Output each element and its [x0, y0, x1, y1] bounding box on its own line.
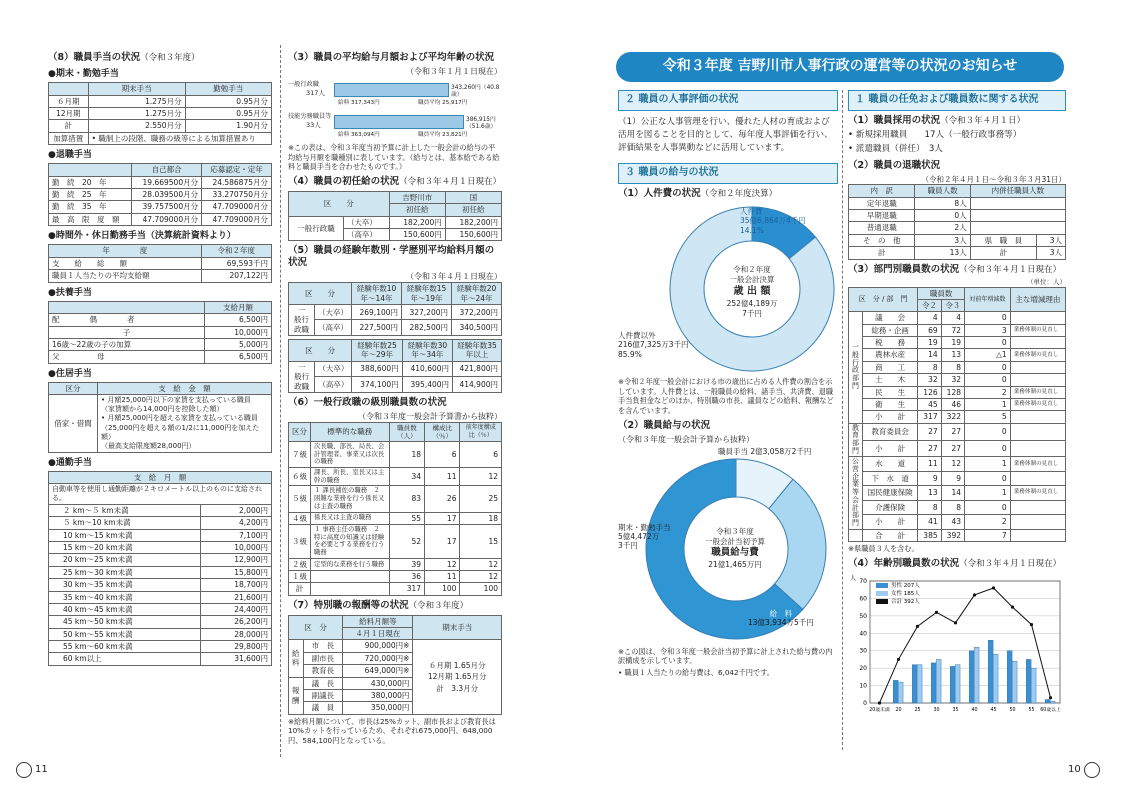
- col-staffing: １ 職員の任免および職員数に関する状況 （1）職員採用の状況（令和３年４月１日） • 新規採用職員 17人（一般行政事務等） • 派遣職員（併任） 3人 （2）職員の退職状況 （令和２年４月１日～令和３年３月31日） 内 訳 職員人数 内併任職員人数 定年退職 8人 早期退職 0人 普通退職 2人 そ の 他 3人 県 職 員 3人 計 13人 計 3人 （3）部門別職員数の状況（令和３年４月１日現在） （単位：人） 区 分 / 部 門 職員数 対前年増減数 主な増減理由 令２ 令３ 一般行政部門 議 会 4 4 0 総務・企画 69 72 3 業務体制の見直し 税 務 19 19 0 農林水産 14 13 △1 業務体制の見直し 商 工 8 8 0 土 木 32 32 0 民 生 126 128 2 業務体制の見直し 衛 生 45 46 1 業務体制の見直し 小 計 317 322 5 教育部門 教育委員会 27 27 0 小 計 27 27 0 公営企業等会計部門 水 道 11 12 1 業務体制の見直し 下 水 道 9 9 0 国民健康保険 13 14 1 業務体制の見直し 介護保険 8 8 0 小 計 41 43 2 合 計 385 392 7 ※県職員３人を含む。 （4）年齢別職員数の状況（令和３年４月１日現在） 人 0 10 20 30 40 50 60 70 20歳未満 20 25 30 35 40 45 50 55 60歳以上 男性 207人 女性 185人 合計 392人: [848, 90, 1066, 726]
- donut-center-label: 令和２年度 一般会計決算 歳 出 額 252億4,189万 7千円: [726, 264, 778, 318]
- x-tick-label: 45: [990, 707, 997, 713]
- mascot-icon: [16, 762, 32, 778]
- table-row: 商 工 8 8 0: [849, 361, 1066, 373]
- section-banner: ３ 職員の給与の状況: [618, 163, 838, 184]
- banner: 令和３年度 吉野川市人事行政の運営等の状況のお知らせ: [616, 52, 1064, 82]
- bar-female: [936, 659, 941, 703]
- donut-label-salary: 給 料 13億3,934万5千円: [748, 608, 814, 627]
- page-number-right: 10: [1068, 762, 1100, 778]
- table-row: 60 km以上 31,600円: [49, 653, 272, 665]
- y-tick-label: 40: [859, 629, 867, 637]
- total-point: [878, 701, 881, 704]
- donut-label-other: 人件費以外 216億7,325万3千円 85.9%: [618, 330, 689, 359]
- bar-male: [931, 662, 936, 702]
- table-row: １級 36 11 12: [289, 571, 502, 583]
- legend-label: 女性 185人: [891, 590, 920, 597]
- total-point: [916, 624, 919, 627]
- table-row: 農林水産 14 13 △1 業務体制の見直し: [849, 349, 1066, 361]
- age-chart: [848, 573, 1066, 723]
- x-tick-label: 50: [1009, 707, 1016, 713]
- mascot-icon: [1084, 762, 1100, 778]
- bar-female: [917, 664, 922, 702]
- total-point: [973, 593, 976, 596]
- table-row: ２級 定型的な業務を行う職務 39 12 12: [289, 558, 502, 570]
- y-tick-label: 70: [859, 577, 867, 585]
- total-point: [1011, 605, 1014, 608]
- avg-salary-bars: [288, 77, 502, 141]
- y-tick-label: 0: [863, 699, 867, 707]
- table-row: 国民健康保険 13 14 1 業務体制の見直し: [849, 486, 1066, 500]
- section-title: （1）職員採用の状況（令和３年４月１日）: [848, 114, 1026, 126]
- x-tick-label: 20歳未満: [869, 707, 890, 713]
- section-title: （6）一般行政職の級別職員数の状況: [288, 396, 447, 408]
- grade-table: 区分 標準的な職務 職員数（人） 構成比（％） 前年度構成比（％） ７級 次長職、部長、局長、会計管理者、事業又は次長の職務 18 6 6 ６級 課長、所長、室長又は主幹の職務 34 11 12 ５級 １ 課長補佐の職務 ２ 困難な業務を行う係長又は主査の職務 83 26 25 ４級 係長又は主査の職務 55 17 18 ３級 １ 事務主任の職務 ２ 特に高度の知識又は経験を必要とする業務を行う職務 52 17 15 ２級 定型的な業務を行う職務 39 12 12 １級 36 11 12 計 317 100 100: [288, 422, 502, 596]
- bar-male: [912, 664, 917, 702]
- table-row: 25 km～30 km未満 15,800円: [49, 566, 272, 578]
- bar-female: [993, 654, 998, 703]
- salary-cost-donut: [618, 445, 838, 645]
- table-row: 合 計 385 392 7: [849, 529, 1066, 541]
- table-row: 衛 生 45 46 1 業務体制の見直し: [849, 398, 1066, 410]
- total-point: [1030, 623, 1033, 626]
- legend-swatch: [876, 591, 888, 596]
- bar-male: [969, 650, 974, 702]
- commute-table: 支 給 月 額 自動車等を使用し通勤距離が２キロメートル以上のものに支給される。 ２ km～５ km未満 2,000円 ５ km～10 km未満 4,200円 10 km～15 km未満 7,100円 15 km～20 km未満 10,000円 20 km～25 km未満 12,900円 25 km～30 km未満 15,800円 30 km～35 km未満 18,700円 35 km～40 km未満 21,600円 40 km～45 km未満 24,400円 45 km～50 km未満 26,200円 50 km～55 km未満 28,000円 55 km～60 km未満 29,800円 60 km以上 31,600円: [48, 471, 272, 666]
- x-tick-label: 25: [914, 707, 921, 713]
- table-row: ７級 次長職、部長、局長、会計管理者、事業又は次長の職務 18 6 6: [289, 442, 502, 468]
- table-row: 教育部門 教育委員会 27 27 0: [849, 423, 1066, 440]
- bar-female: [1012, 661, 1017, 703]
- bar-female: [898, 682, 903, 703]
- table-row: 40 km～45 km未満 24,400円: [49, 603, 272, 615]
- department-staff-table: 区 分 / 部 門 職員数 対前年増減数 主な増減理由 令２ 令３ 一般行政部門 議 会 4 4 0 総務・企画 69 72 3 業務体制の見直し 税 務 19 19 0 農林水産 14 13 △1 業務体制の見直し 商 工 8 8 0 土 木 32 32 0 民 生 126 128 2 業務体制の見直し 衛 生 45 46 1 業務体制の見直し 小 計 317 322 5 教育部門 教育委員会 27 27 0 小 計 27 27 0 公営企業等会計部門 水 道 11 12 1 業務体制の見直し 下 水 道 9 9 0 国民健康保険 13 14 1 業務体制の見直し 介護保険 8 8 0 小 計 41 43 2 合 計 385 392 7: [848, 287, 1066, 542]
- y-tick-label: 50: [859, 612, 867, 620]
- section-title: （4）職員の初任給の状況（令和３年４月１日現在）: [288, 176, 502, 188]
- avg-salary-row: 一般行政職 317人 343,260円（40.8歳） 給料 317,343円 職員平均 25,917円: [288, 80, 500, 106]
- table-row: ２ km～５ km未満 2,000円: [49, 504, 272, 516]
- page-number-left: 11: [16, 762, 48, 778]
- avg-salary-row: 技能労務職員等 33人 386,915円（51.6歳） 給料 363,094円 職員平均 23,821円: [288, 112, 497, 138]
- table-row: 30 km～35 km未満 18,700円: [49, 579, 272, 591]
- y-tick-label: 30: [859, 647, 867, 655]
- subsection-title: ●通勤手当: [48, 457, 92, 468]
- table-row: 民 生 126 128 2 業務体制の見直し: [849, 386, 1066, 398]
- divider: [280, 45, 281, 757]
- bonus-table: 期末手当 勤勉手当 ６月期 1.275月分 0.95月分 12月期 1.275月分 0.95月分 計 2.550月分 1.90月分 加算措置 • 職制上の段階、職務の級等による加算措置あり: [48, 82, 272, 145]
- starting-salary-table: 区 分 吉野川市 国 初任給 初任給 一般行政職 （大卒） 182,200円 182,200円 （高卒） 150,600円 150,600円: [288, 191, 502, 242]
- table-row: 下 水 道 9 9 0: [849, 471, 1066, 485]
- table-row: 小 計 27 27 0: [849, 440, 1066, 457]
- section-title: （2）職員給与の状況: [618, 419, 711, 431]
- divider: [842, 90, 843, 750]
- section-title: （1）人件費の状況（令和２年度決算）: [618, 187, 778, 199]
- housing-table: 区分 支 給 金 額 借家・借間 • 月額25,000円以下の家賃を支払っている職員 （家賃額から14,000円を控除した額） • 月額25,000円を超える家賃を支払っている職員 （25,000円を超える額の1/2に11,000円を加えた額） （最高支給限度額28,000円）: [48, 382, 272, 453]
- personnel-cost-donut: [618, 203, 838, 375]
- bar-female: [1031, 668, 1036, 703]
- table-row: 15 km～20 km未満 10,000円: [49, 542, 272, 554]
- table-row: ４級 係長又は主査の職務 55 17 18: [289, 512, 502, 524]
- bar-female: [955, 664, 960, 702]
- experience-table-a: 区 分 経験年数10年～14年 経験年数15年～19年 経験年数20年～24年 一 般行政職 （大卒） 269,100円 327,200円 372,200円 （高卒） 227,500円 282,500円 340,500円: [288, 282, 502, 336]
- table-row: 50 km～55 km未満 28,000円: [49, 628, 272, 640]
- total-point: [1049, 696, 1052, 699]
- table-row: 税 務 19 19 0: [849, 337, 1066, 349]
- table-row: 55 km～60 km未満 29,800円: [49, 641, 272, 653]
- donut-label-allowance: 職員手当 2億3,058万2千円: [718, 446, 812, 456]
- table-row: 計 317 100 100: [289, 583, 502, 595]
- salary-bar: [334, 115, 464, 129]
- section-title: （3）部門別職員数の状況（令和３年４月１日現在）: [848, 263, 1062, 275]
- section-banner: １ 職員の任免および職員数に関する状況: [848, 90, 1066, 111]
- table-row: 介護保険 8 8 0: [849, 500, 1066, 514]
- overtime-table: 年 度 令和２年度 支 給 総 額 69,593千円 職員１人当たりの平均支給額 207,122円: [48, 244, 272, 282]
- section-title: （8）職員手当の状況（令和３年度）: [48, 52, 200, 63]
- section-title: （2）職員の退職状況: [848, 160, 941, 171]
- y-unit-label: 人: [850, 574, 857, 582]
- section-banner: ２ 職員の人事評価の状況: [618, 90, 838, 111]
- section-title: （7）特別職の報酬等の状況（令和３年度）: [288, 599, 469, 611]
- special-post-table: 区 分 給料月額等 期末手当 ４月１日現在 給料 市 長 900,000円※ ６月期 1.65月分 12月期 1.65月分 計 3.3月分 副市長 720,000円※ 教育長 649,000円※ 報酬 議 長 430,000円 副議長 380,000円 議 員 350,000円: [288, 615, 502, 715]
- y-tick-label: 60: [859, 594, 867, 602]
- x-tick-label: 55: [1028, 707, 1035, 713]
- table-row: ５ km～10 km未満 4,200円: [49, 517, 272, 529]
- total-point: [954, 621, 957, 624]
- legend-label: 合計 392人: [891, 598, 920, 605]
- x-tick-label: 60歳以上: [1040, 707, 1061, 713]
- y-tick-label: 10: [859, 682, 867, 690]
- table-row: 総務・企画 69 72 3 業務体制の見直し: [849, 324, 1066, 336]
- table-row: 土 木 32 32 0: [849, 374, 1066, 386]
- table-row: ３級 １ 事務主任の職務 ２ 特に高度の知識又は経験を必要とする業務を行う職務 52 17 15: [289, 524, 502, 558]
- subsection-title: ●期末・勤勉手当: [48, 68, 119, 79]
- x-tick-label: 30: [933, 707, 940, 713]
- table-row: 一般行政部門 議 会 4 4 0: [849, 312, 1066, 324]
- bar-male: [1026, 659, 1031, 703]
- bar-male: [950, 666, 955, 703]
- total-point: [992, 586, 995, 589]
- donut-label-bonus: 期末・勤勉手当 5億4,472万 3千円: [618, 522, 671, 551]
- subsection-title: ●住居手当: [48, 368, 92, 379]
- table-row: 10 km～15 km未満 7,100円: [49, 529, 272, 541]
- table-row: ６級 課長、所長、室長又は主幹の職務 34 11 12: [289, 468, 502, 486]
- section-title: （3）職員の平均給与月額および平均年齢の状況: [288, 52, 495, 63]
- donut-label-personnel: 人件費 35億6,864万4千円 14.1%: [740, 206, 806, 235]
- bar-male: [893, 680, 898, 703]
- subsection-title: ●退職手当: [48, 150, 92, 160]
- x-tick-label: 20: [895, 707, 902, 713]
- table-row: 45 km～50 km未満 26,200円: [49, 616, 272, 628]
- bar-male: [1045, 699, 1050, 702]
- table-row: 小 計 317 322 5: [849, 411, 1066, 423]
- col-allowances: [48, 48, 272, 666]
- legend-swatch: [876, 583, 888, 588]
- section-title: （4）年齢別職員数の状況（令和３年４月１日現在）: [848, 557, 1062, 569]
- bar-female: [1050, 701, 1055, 703]
- x-tick-label: 40: [971, 707, 978, 713]
- experience-table-b: 区 分 経験年数25年～29年 経験年数30年～34年 経験年数35年以上 一 般行政職 （大卒） 388,600円 410,600円 421,800円 （高卒） 374,100円 395,400円 414,900円: [288, 339, 502, 393]
- x-tick-label: 35: [952, 707, 959, 713]
- bar-female: [974, 647, 979, 703]
- bar-male: [988, 640, 993, 703]
- table-row: ５級 １ 課長補佐の職務 ２ 困難な業務を行う係長又は主査の職務 83 26 25: [289, 486, 502, 512]
- total-point: [897, 657, 900, 660]
- y-tick-label: 20: [859, 664, 867, 672]
- retirement-count-table: 内 訳 職員人数 内併任職員人数 定年退職 8人 早期退職 0人 普通退職 2人 そ の 他 3人 県 職 員 3人 計 13人 計 3人: [848, 184, 1066, 259]
- table-row: 35 km～40 km未満 21,600円: [49, 591, 272, 603]
- table-row: 20 km～25 km未満 12,900円: [49, 554, 272, 566]
- retirement-table: 自己都合 応募認定・定年 勤 続 20 年 19.669500月分 24.586875月分 勤 続 25 年 28.039500月分 33.270750月分 勤 続 35 年 39.757500月分 47.709000月分 最 高 限 度 額 47.709000月分 47.709000月分: [48, 163, 272, 226]
- subsection-title: ●扶養手当: [48, 287, 92, 298]
- bar-male: [1007, 650, 1012, 702]
- col-evaluation-budget: ２ 職員の人事評価の状況 （1）公正な人事管理を行い、優れた人材の育成および活用を図ることを目的として、毎年度人事評価を行い、評価結果を人事異動などに活用しています。 ３ 職員の給与の状況 （1）人件費の状況（令和２年度決算） 令和２年度 一般会計決算 歳 出 額 252億4,189万 7千円 人件費 35億6,864万4千円 14.1% 人件費以外 216億7,325万3千円 85.9% ※令和２年度一般会計における市の歳出に占める人件費の割合を示しています。人件費とは、一般職員の給料、諸手当、共済費、退職手当負担金などのほか、特別職の市長、議員などの給料、報酬などを含んでいます。 （2）職員給与の状況 （令和３年度一般会計予算から抜粋） 令和３年度 一般会計当初予算 職員給与費 21億1,465万円 職員手当 2億3,058万2千円 期末・勤勉手当 5億4,472万 3千円 給 料 13億3,934万5千円 ※この図は、令和３年度一般会計当初予算に計上された給与費の内訳構成を示しています。 • 職員１人当たりの給与費は、6,042千円です。: [618, 90, 838, 678]
- legend-label: 男性 207人: [891, 582, 920, 589]
- dependent-table: 支給月額 配 偶 者 6,500円 子 10,000円 16歳～22歳の子の加算 5,000円 父 母 6,500円: [48, 301, 272, 364]
- donut-center-label: 令和３年度 一般会計当初予算 職員給与費 21億1,465万円: [705, 526, 765, 569]
- subsection-title: ●時間外・休日勤務手当（決算統計資料より）: [48, 231, 236, 242]
- salary-bar: [334, 83, 449, 97]
- section-title: （5）職員の経験年数別・学歴別平均給料月額の状況: [288, 245, 495, 269]
- col-salary: （3）職員の平均給与月額および平均年齢の状況 （令和３年１月１日現在） 一般行政職 317人 343,260円（40.8歳） 給料 317,343円 職員平均 25,917円 技能労務職員等 33人 386,915円（51.6歳） 給料 363,094円 職員平均 23,821円 ※この表は、令和３年度当初予算に計上した一般会計の給与の平均給与月額を職種別に表しています。（給与とは、基本給である給料と職員手当を合わせたものです。） （4）職員の初任給の状況（令和３年４月１日現在） 区 分 吉野川市 国 初任給 初任給 一般行政職 （大卒） 182,200円 182,200円 （高卒） 150,600円 150,600円 （5）職員の経験年数別・学歴別平均給料月額の状況 （令和３年４月１日現在） 区 分 経験年数10年～14年 経験年数15年～19年 経験年数20年～24年 一 般行政職 （大卒） 269,100円 327,200円 372,200円 （高卒） 227,500円 282,500円 340,500円 区 分 経験年数25年～29年 経験年数30年～34年 経験年数35年以上 一 般行政職 （大卒） 388,600円 410,600円 421,800円 （高卒） 374,100円 395,400円 414,900円 （6）一般行政職の級別職員数の状況 （令和３年度一般会計予算書から抜粋） 区分 標準的な職務 職員数（人） 構成比（％） 前年度構成比（％） ７級 次長職、部長、局長、会計管理者、事業又は次長の職務 18 6 6 ６級 課長、所長、室長又は主幹の職務 34 11 12 ５級 １ 課長補佐の職務 ２ 困難な業務を行う係長又は主査の職務 83 26 25 ４級 係長又は主査の職務 55 17 18 ３級 １ 事務主任の職務 ２ 特に高度の知識又は経験を必要とする業務を行う職務 52 17 15 ２級 定型的な業務を行う職務 39 12 12 １級 36 11 12 計 317 100 100 （7）特別職の報酬等の状況（令和３年度） 区 分 給料月額等 期末手当 ４月１日現在 給料 市 長 900,000円※ ６月期 1.65月分 12月期 1.65月分 計 3.3月分 副市長 720,000円※ 教育長 649,000円※ 報酬 議 長 430,000円 副議長 380,000円 議 員 350,000円 ※給料月額について、市長は25%カット、副市長および教育長は10%カットを行っているため、それぞれ675,000円、648,000円、584,100円となっている。: [288, 52, 502, 746]
- legend-swatch: [876, 599, 888, 604]
- table-row: 公営企業等会計部門 水 道 11 12 1 業務体制の見直し: [849, 457, 1066, 471]
- total-point: [935, 610, 938, 613]
- table-row: 小 計 41 43 2: [849, 515, 1066, 529]
